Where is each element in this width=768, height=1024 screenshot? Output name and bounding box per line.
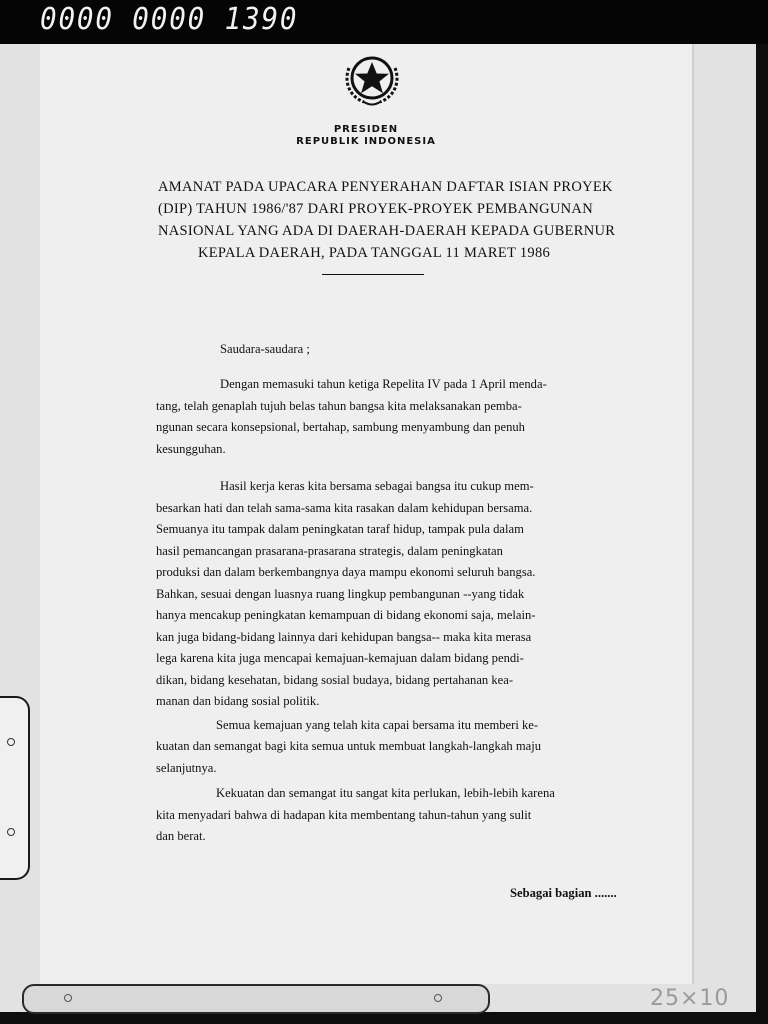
film-frame-code: 0000 0000 1390	[40, 2, 299, 37]
text-line: manan dan bidang sosial politik.	[156, 694, 320, 708]
document-page	[40, 44, 692, 984]
text-line: kesungguhan.	[156, 441, 226, 456]
title-line: (DIP) TAHUN 1986/'87 DARI PROYEK-PROYEK PEMBANGUNAN	[158, 201, 593, 217]
film-holder-tab	[0, 696, 30, 880]
text-line: dikan, bidang kesehatan, bidang sosial budaya, bidang pertahanan kea-	[156, 672, 514, 687]
text-line: dan berat.	[156, 829, 206, 843]
header-presiden: PRESIDEN	[333, 124, 399, 135]
paragraph	[156, 783, 656, 848]
document-body	[156, 374, 656, 848]
greeting: Saudara-saudara ;	[220, 342, 310, 356]
continuation-signoff: Sebagai bagian .......	[510, 886, 617, 900]
text-line: Hasil kerja keras kita bersama sebagai bangsa itu cukup mem-	[220, 479, 534, 493]
text-line: ngunan secara konsepsional, bertahap, sambung menyambung dan penuh	[156, 420, 525, 434]
text-line: Kekuatan dan semangat itu sangat kita perlukan, lebih-lebih karena	[216, 786, 555, 800]
rivet-icon	[64, 994, 72, 1002]
paragraph	[156, 476, 656, 713]
document-title	[158, 176, 618, 264]
rivet-icon	[7, 738, 15, 746]
title-underline	[322, 274, 424, 275]
paragraph	[156, 374, 656, 460]
reduction-ratio-mark: 25×10	[650, 986, 730, 1011]
text-line: kan juga bidang-bidang lainnya dari kehidupan bangsa-- maka kita merasa	[156, 629, 532, 644]
text-line: kuatan dan semangat bagi kita semua untuk membuat langkah-langkah maju	[156, 739, 542, 753]
presidential-seal-icon	[332, 46, 412, 110]
text-line: selanjutnya.	[156, 760, 217, 775]
film-strip	[0, 0, 768, 44]
text-line: kita menyadari bahwa di hadapan kita membentang tahun-tahun yang sulit	[156, 807, 532, 822]
text-line: besarkan hati dan telah sama-sama kita rasakan dalam kehidupan bersama.	[156, 500, 533, 515]
paragraph	[156, 715, 656, 780]
film-holder-bar	[22, 984, 490, 1014]
title-line: KEPALA DAERAH, PADA TANGGAL 11 MARET 1986	[198, 245, 551, 261]
text-line: Semua kemajuan yang telah kita capai bersama itu memberi ke-	[216, 717, 539, 732]
text-line: Bahkan, sesuai dengan luasnya ruang lingkup pembangunan --yang tidak	[156, 586, 525, 601]
text-line: Dengan memasuki tahun ketiga Repelita IV pada 1 April menda-	[220, 377, 547, 391]
title-line: AMANAT PADA UPACARA PENYERAHAN DAFTAR ISIAN PROYEK	[158, 179, 613, 195]
text-line: lega karena kita juga mencapai kemajuan-kemajuan dalam bidang pendi-	[156, 651, 524, 665]
text-line: tang, telah genaplah tujuh belas tahun bangsa kita melaksanakan pemba-	[156, 398, 522, 413]
text-line: Semuanya itu tampak dalam peningkatan taraf hidup, tampak pula dalam	[156, 522, 524, 536]
rivet-icon	[7, 828, 15, 836]
text-line: hanya mencakup peningkatan kemampuan di bidang ekonomi saja, melain-	[156, 608, 536, 622]
header-republik: REPUBLIK INDONESIA	[296, 136, 436, 147]
rivet-icon	[434, 994, 442, 1002]
text-line: produksi dan dalam berkembangnya daya mampu ekonomi seluruh bangsa.	[156, 565, 536, 579]
title-line: NASIONAL YANG ADA DI DAERAH-DAERAH KEPADA GUBERNUR	[158, 223, 616, 239]
text-line: hasil pemancangan prasarana-prasarana strategis, dalam peningkatan	[156, 543, 503, 558]
